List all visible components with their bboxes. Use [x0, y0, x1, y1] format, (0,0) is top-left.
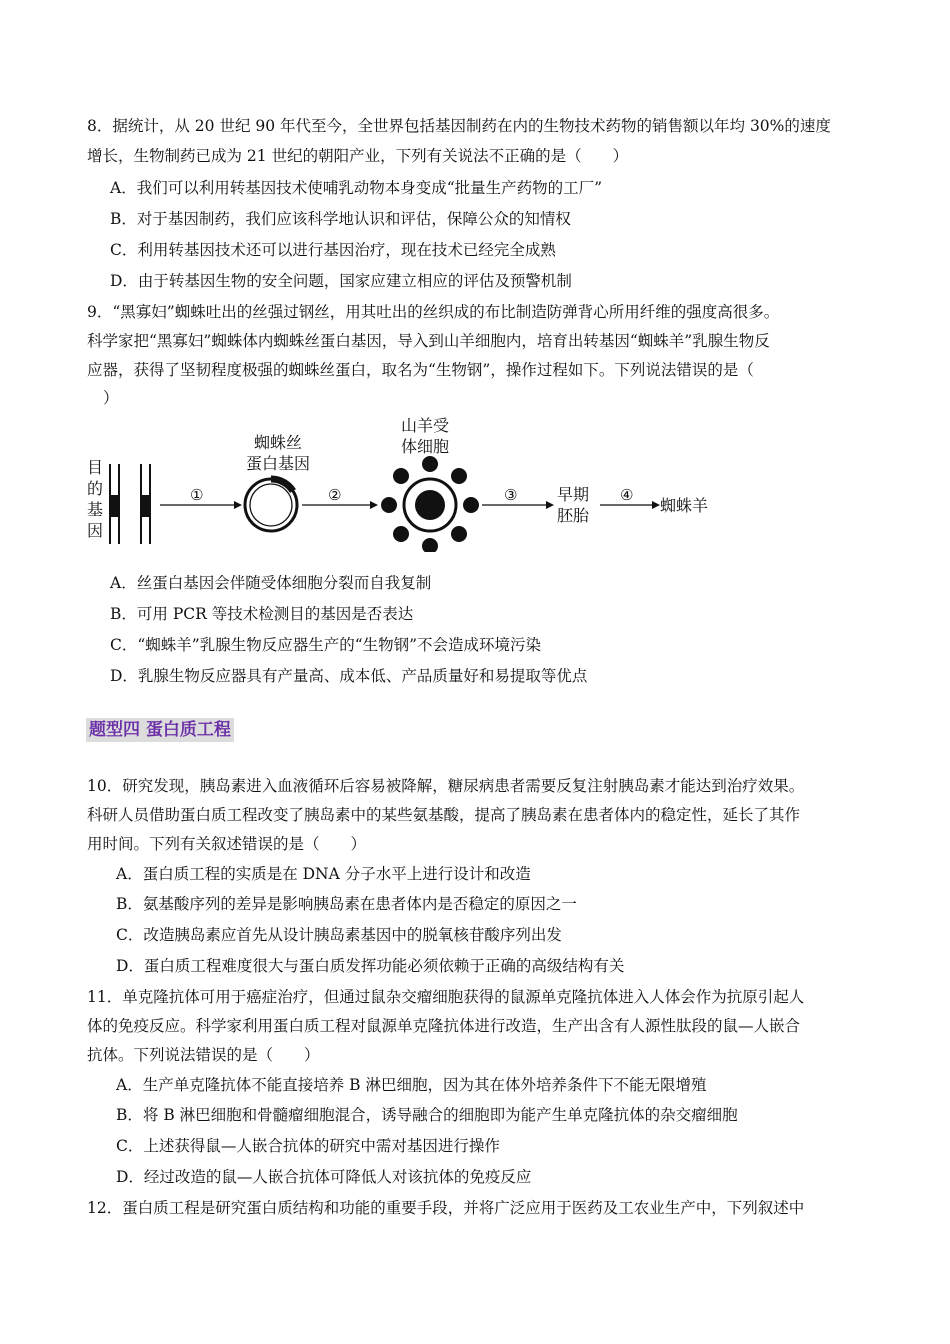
gene-char-2: 的 [87, 479, 104, 498]
q11-option-c: C．上述获得鼠—人嵌合抗体的研究中需对基因进行操作 [116, 1137, 500, 1155]
q10-option-c: C．改造胰岛素应首先从设计胰岛素基因中的脱氧核苷酸序列出发 [116, 926, 562, 944]
product-label: 蜘蛛羊 [660, 496, 709, 515]
gene-char-3: 基 [87, 500, 104, 519]
q12-stem-line-1: 12．蛋白质工程是研究蛋白质结构和功能的重要手段，并将广泛应用于医药及工农业生产中，下列叙述中 [87, 1199, 805, 1217]
arrow-4-head [652, 501, 660, 509]
step-4-label: ④ [620, 486, 634, 504]
q8-option-b: B．对于基因制药，我们应该科学地认识和评估，保障公众的知情权 [110, 210, 571, 228]
q11-option-d: D．经过改造的鼠—人嵌合抗体可降低人对该抗体的免疫反应 [116, 1168, 532, 1186]
q10-stem-line-3: 用时间。下列有关叙述错误的是（ ） [87, 835, 367, 853]
step-2-label: ② [328, 486, 342, 504]
gene-char-4: 因 [87, 521, 104, 540]
q11-stem-line-1: 11．单克隆抗体可用于癌症治疗，但通过鼠杂交瘤细胞获得的鼠源单克隆抗体进入人体会作为抗原引起人 [87, 988, 805, 1006]
plasmid-icon [245, 479, 297, 531]
q8-option-a: A．我们可以利用转基因技术使哺乳动物本身变成“批量生产药物的工厂” [110, 179, 603, 197]
q8-stem-line-2: 增长，生物制药已成为 21 世纪的朝阳产业，下列有关说法不正确的是（ ） [87, 147, 629, 165]
q9-option-b: B．可用 PCR 等技术检测目的基因是否表达 [110, 605, 414, 623]
arrow-3-head [546, 501, 554, 509]
q11-stem-line-3: 抗体。下列说法错误的是（ ） [87, 1046, 320, 1064]
q9-option-c: C．“蜘蛛羊”乳腺生物反应器生产的“生物钢”不会造成环境污染 [110, 636, 542, 654]
gene-char-1: 目 [87, 458, 104, 477]
spider-gene-label-2: 蛋白基因 [246, 454, 311, 473]
gene-segment-right [141, 495, 150, 517]
q11-option-a: A．生产单克隆抗体不能直接培养 B 淋巴细胞，因为其在体外培养条件下不能无限增殖 [116, 1076, 707, 1094]
q9-stem-line-4: ） [103, 389, 119, 407]
embryo-label-2: 胚胎 [557, 506, 590, 525]
q9-option-a: A．丝蛋白基因会伴随受体细胞分裂而自我复制 [110, 574, 432, 592]
q8-option-d: D．由于转基因生物的安全问题，国家应建立相应的评估及预警机制 [110, 272, 572, 290]
q10-option-d: D．蛋白质工程难度很大与蛋白质发挥功能必须依赖于正确的高级结构有关 [116, 957, 625, 975]
q11-stem-line-2: 体的免疫反应。科学家利用蛋白质工程对鼠源单克隆抗体进行改造，生产出含有人源性肽段的鼠—人嵌合 [87, 1017, 801, 1035]
goat-cell-label-2: 体细胞 [401, 437, 450, 456]
goat-cell-icon [381, 456, 479, 552]
q11-option-b: B．将 B 淋巴细胞和骨髓瘤细胞混合，诱导融合的细胞即为能产生单克隆抗体的杂交瘤细胞 [116, 1106, 738, 1124]
q9-stem-line-1: 9．“黑寡妇”蜘蛛吐出的丝强过钢丝，用其吐出的丝织成的布比制造防弹背心所用纤维的强度高很多。 [87, 303, 780, 321]
gene-segment-left [110, 495, 119, 517]
arrow-1-head [234, 501, 242, 509]
section-title: 题型四 蛋白质工程 [86, 718, 234, 742]
q10-stem-line-1: 10．研究发现，胰岛素进入血液循环后容易被降解，糖尿病患者需要反复注射胰岛素才能达到治疗效果。 [87, 777, 805, 795]
process-diagram [80, 412, 720, 552]
spider-gene-label-1: 蜘蛛丝 [254, 433, 303, 452]
q9-stem-line-2: 科学家把“黑寡妇”蜘蛛体内蜘蛛丝蛋白基因，导入到山羊细胞内，培育出转基因“蜘蛛羊”乳腺生物反 [87, 332, 770, 350]
q9-stem-line-3: 应器，获得了坚韧程度极强的蜘蛛丝蛋白，取名为“生物钢”，操作过程如下。下列说法错误的是（ [87, 361, 754, 379]
q10-option-b: B．氨基酸序列的差异是影响胰岛素在患者体内是否稳定的原因之一 [116, 895, 577, 913]
step-3-label: ③ [504, 486, 518, 504]
q10-option-a: A．蛋白质工程的实质是在 DNA 分子水平上进行设计和改造 [116, 865, 531, 883]
arrow-2-head [370, 501, 378, 509]
q9-option-d: D．乳腺生物反应器具有产量高、成本低、产品质量好和易提取等优点 [110, 667, 588, 685]
q8-option-c: C．利用转基因技术还可以进行基因治疗，现在技术已经完全成熟 [110, 241, 556, 259]
goat-cell-label-1: 山羊受 [401, 416, 450, 435]
step-1-label: ① [190, 486, 204, 504]
embryo-label-1: 早期 [557, 485, 590, 504]
q10-stem-line-2: 科研人员借助蛋白质工程改变了胰岛素中的某些氨基酸，提高了胰岛素在患者体内的稳定性，延长了其作 [87, 806, 801, 824]
q8-stem-line-1: 8．据统计，从 20 世纪 90 年代至今，全世界包括基因制药在内的生物技术药物的销售额以年均 30%的速度 [87, 117, 831, 135]
